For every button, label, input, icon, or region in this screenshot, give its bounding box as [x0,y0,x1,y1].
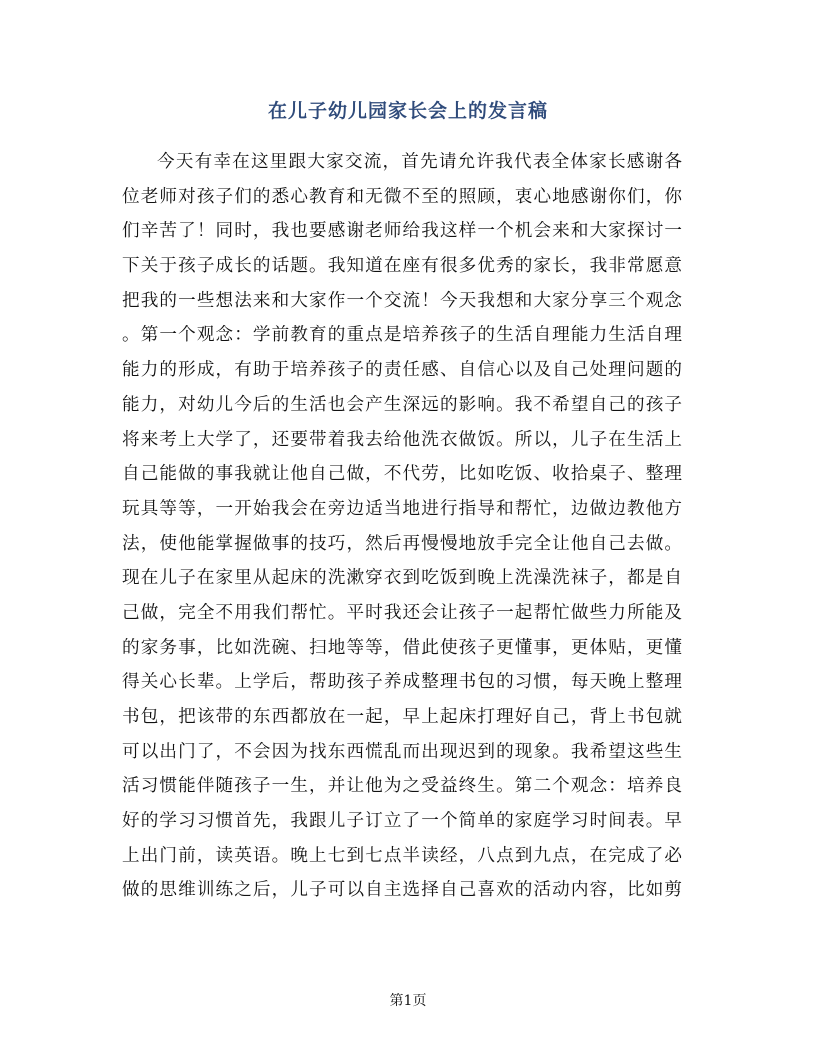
body-line: 可以出门了，不会因为找东西慌乱而出现迟到的现象。我希望这些生 [122,741,682,762]
body-line: 活习惯能伴随孩子一生，并让他为之受益终生。第二个观念：培养良 [122,776,682,797]
document-body [122,145,682,908]
body-line: 书包，把该带的东西都放在一起，早上起床打理好自己，背上书包就 [122,707,682,727]
body-line: 下关于孩子成长的话题。我知道在座有很多优秀的家长，我非常愿意 [122,256,682,277]
document-title: 在儿子幼儿园家长会上的发言稿 [267,100,548,122]
body-line: 好的学习习惯首先，我跟儿子订立了一个简单的家庭学习时间表。早 [122,811,682,832]
body-line: 能力，对幼儿今后的生活也会产生深远的影响。我不希望自己的孩子 [122,394,682,415]
body-line: 己做，完全不用我们帮忙。平时我还会让孩子一起帮忙做些力所能及 [122,602,682,623]
body-line: 位老师对孩子们的悉心教育和无微不至的照顾，衷心地感谢你们，你 [122,186,682,207]
body-line: 的家务事，比如洗碗、扫地等等，借此使孩子更懂事，更体贴，更懂 [122,637,682,658]
body-line: 得关心长辈。上学后，帮助孩子养成整理书包的习惯，每天晚上整理 [122,672,682,693]
body-line: 上出门前，读英语。晚上七到七点半读经，八点到九点，在完成了必 [122,845,682,866]
body-line: 自己能做的事我就让他自己做，不代劳，比如吃饭、收拾桌子、整理 [122,464,682,485]
body-line: 将来考上大学了，还要带着我去给他洗衣做饭。所以，儿子在生活上 [122,429,682,450]
body-line: 做的思维训练之后，儿子可以自主选择自己喜欢的活动内容，比如剪 [122,880,682,901]
body-line: 玩具等等，一开始我会在旁边适当地进行指导和帮忙，边做边教他方 [122,498,682,519]
body-line: 法，使他能掌握做事的技巧，然后再慢慢地放手完全让他自己去做。 [122,533,682,554]
body-line: 能力的形成，有助于培养孩子的责任感、自信心以及自己处理问题的 [122,360,682,381]
body-line: 现在儿子在家里从起床的洗漱穿衣到吃饭到晚上洗澡洗袜子，都是自 [122,568,682,589]
body-line: 。第一个观念：学前教育的重点是培养孩子的生活自理能力生活自理 [122,325,682,346]
body-line: 们辛苦了！同时，我也要感谢老师给我这样一个机会来和大家探讨一 [122,221,682,242]
body-line: 今天有幸在这里跟大家交流，首先请允许我代表全体家长感谢各 [157,152,682,172]
page-number: 第1页 [389,993,427,1009]
body-line: 把我的一些想法来和大家作一个交流！今天我想和大家分享三个观念 [122,290,682,311]
